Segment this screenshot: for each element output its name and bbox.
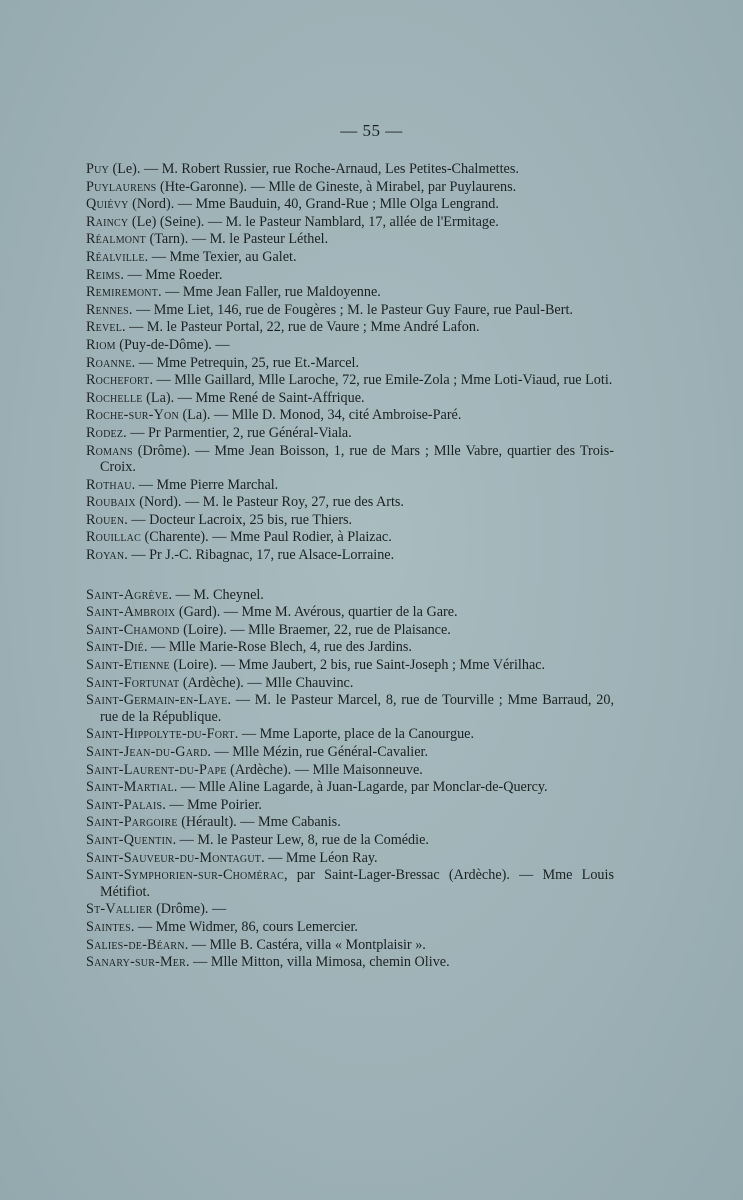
entry-place: St-Vallier: [86, 901, 153, 918]
directory-entry: [86, 797, 614, 814]
directory-entry: [86, 726, 614, 743]
entry-place: Rodez: [86, 424, 124, 441]
entry-details: (Ardèche). — Mlle Chauvinc.: [179, 674, 354, 691]
entry-details: . — Mme Roeder.: [120, 266, 223, 283]
entry-place: Saint-Chamond: [86, 621, 180, 638]
directory-entry: [86, 547, 614, 564]
directory-entry: [86, 231, 614, 248]
entry-details: (Nord). — M. le Pasteur Roy, 27, rue des Arts.: [135, 494, 404, 511]
entry-place: Saint-Hippolyte-du-Fort: [86, 726, 235, 743]
entry-details: (Le) (Seine). — M. le Pasteur Namblard, 17, allée de l'Ermitage.: [128, 213, 499, 230]
entry-details: (Puy-de-Dôme). —: [115, 336, 230, 353]
entry-place: Saint-Germain-en-Laye: [86, 692, 228, 709]
entry-details: . — Mlle Aline Lagarde, à Juan-Lagarde, par Monclar-de-Quercy.: [173, 779, 548, 796]
directory-entry: [86, 302, 614, 319]
entry-place: Salies-de-Béarn: [86, 936, 185, 953]
entry-place: Saintes: [86, 918, 131, 935]
entry-place: Rochelle: [86, 389, 143, 406]
entry-place: Rennes: [86, 301, 129, 318]
entry-place: Saint-Etienne: [86, 657, 170, 674]
entry-place: Revel: [86, 319, 123, 336]
entry-details: (Charente). — Mme Paul Rodier, à Plaizac.: [140, 529, 392, 546]
entry-place: Reims: [86, 266, 121, 283]
entry-details: . — Docteur Lacroix, 25 bis, rue Thiers.: [124, 511, 353, 528]
entry-details: . — Mlle Mitton, villa Mimosa, chemin Olive.: [186, 954, 450, 971]
directory-entry: [86, 249, 614, 266]
entry-place: Saint-Dié: [86, 639, 144, 656]
entry-place: Réalmont: [86, 231, 146, 248]
directory-entry: [86, 494, 614, 511]
directory-entry: [86, 622, 614, 639]
entry-place: Rouen: [86, 511, 125, 528]
directory-entry: [86, 407, 614, 424]
directory-entry: [86, 779, 614, 796]
entry-details: (Loire). — Mlle Braemer, 22, rue de Plaisance.: [179, 621, 451, 638]
directory-entry: [86, 657, 614, 674]
entry-details: . — M. le Pasteur Portal, 22, rue de Vaure ; Mme André Lafon.: [122, 319, 480, 336]
directory-entry: [86, 267, 614, 284]
directory-entry: [86, 390, 614, 407]
entry-details: . — Pr Parmentier, 2, rue Général-Viala.: [123, 424, 352, 441]
directory-list: [86, 161, 614, 972]
entry-details: . — Mme Poirier.: [162, 796, 262, 813]
entry-details: . — Mme Laporte, place de la Canourgue.: [234, 726, 475, 743]
entry-place: Rothau: [86, 476, 132, 493]
directory-entry: [86, 814, 614, 831]
entry-place: Riom: [86, 336, 116, 353]
directory-entry: [86, 512, 614, 529]
directory-entry: [86, 477, 614, 494]
entry-place: Royan: [86, 547, 125, 564]
group-separator: [86, 565, 614, 587]
directory-entry: [86, 587, 614, 604]
entry-place: Raincy: [86, 213, 129, 230]
entry-details: . — M. Cheynel.: [168, 586, 264, 603]
entry-place: Réalville: [86, 248, 145, 265]
entry-place: Saint-Fortunat: [86, 674, 180, 691]
entry-details: (Ardèche). — Mlle Maisonneuve.: [226, 761, 423, 778]
directory-entry: [86, 161, 614, 178]
entry-details: (Gard). — Mme M. Avérous, quartier de la Gare.: [175, 604, 458, 621]
entry-place: Puy: [86, 161, 109, 177]
entry-details: . — M. le Pasteur Lew, 8, rue de la Comédie.: [172, 831, 429, 848]
directory-entry: [86, 867, 614, 900]
directory-entry: [86, 284, 614, 301]
directory-entry: [86, 319, 614, 336]
entry-place: Saint-Palais: [86, 796, 163, 813]
entry-place: Saint-Sauveur-du-Montagut: [86, 849, 262, 866]
directory-entry: [86, 214, 614, 231]
entry-details: (Drôme). —: [152, 901, 227, 918]
entry-details: . — M. le Pasteur Marcel, 8, rue de Tourville ; Mme Barraud, 20, rue de la République.: [100, 692, 614, 725]
entry-place: Saint-Martial: [86, 779, 174, 796]
directory-entry: [86, 355, 614, 372]
directory-entry: [86, 850, 614, 867]
entry-place: Puylaurens: [86, 178, 157, 195]
entry-place: Sanary-sur-Mer: [86, 954, 186, 971]
entry-place: Saint-Ambroix: [86, 604, 176, 621]
directory-entry: [86, 529, 614, 546]
entry-place: Saint-Jean-du-Gard: [86, 744, 208, 760]
entry-place: Saint-Quentin: [86, 831, 173, 848]
directory-entry: [86, 179, 614, 196]
entry-place: Saint-Laurent-du-Pape: [86, 761, 227, 778]
entry-place: Saint-Pargoire: [86, 814, 178, 831]
entry-place: Roanne: [86, 354, 132, 371]
entry-details: (Hte-Garonne). — Mlle de Gineste, à Mirabel, par Puylaurens.: [156, 178, 517, 195]
directory-entry: [86, 639, 614, 656]
directory-entry: [86, 604, 614, 621]
directory-entry: [86, 919, 614, 936]
entry-details: . — Mme Léon Ray.: [261, 849, 378, 866]
directory-entry: [86, 372, 614, 389]
directory-entry: [86, 937, 614, 954]
entry-details: (Nord). — Mme Bauduin, 40, Grand-Rue ; Mlle Olga Lengrand.: [128, 196, 499, 213]
entry-details: . — Mme Petrequin, 25, rue Et.-Marcel.: [131, 354, 360, 371]
entry-place: Saint-Agrève: [86, 586, 169, 603]
entry-details: . — Mme Liet, 146, rue de Fougères ; M. le Pasteur Guy Faure, rue Paul-Bert.: [128, 301, 573, 318]
entry-details: . — Mme Texier, au Galet.: [144, 248, 297, 265]
directory-entry: [86, 692, 614, 725]
entry-details: (La). — Mlle D. Monod, 34, cité Ambroise-Paré.: [178, 407, 462, 424]
entry-details: (Le). — M. Robert Russier, rue Roche-Arnaud, Les Petites-Chalmettes.: [108, 161, 519, 177]
directory-entry: [86, 954, 614, 971]
entry-details: (La). — Mme René de Saint-Affrique.: [142, 389, 365, 406]
directory-entry: [86, 901, 614, 918]
page-number: — 55 —: [340, 121, 403, 140]
entry-details: . — Mlle Marie-Rose Blech, 4, rue des Jardins.: [143, 639, 412, 656]
entry-details: , par Saint-Lager-Bressac (Ardèche). — Mme Louis Métifiot.: [100, 867, 614, 900]
entry-details: . — Pr J.-C. Ribagnac, 17, rue Alsace-Lorraine.: [124, 547, 395, 564]
entry-details: (Tarn). — M. le Pasteur Léthel.: [145, 231, 329, 248]
entry-details: . — Mlle B. Castéra, villa « Montplaisir ».: [184, 936, 426, 953]
directory-entry: [86, 196, 614, 213]
directory-entry: [86, 675, 614, 692]
entry-details: (Loire). — Mme Jaubert, 2 bis, rue Saint-Joseph ; Mme Vérilhac.: [169, 657, 546, 674]
entry-details: . — Mme Jean Faller, rue Maldoyenne.: [158, 284, 381, 301]
directory-entry: [86, 832, 614, 849]
entry-place: Quiévy: [86, 196, 129, 213]
entry-place: Romans: [86, 442, 133, 459]
entry-place: Roubaix: [86, 494, 136, 511]
directory-entry: [86, 443, 614, 476]
entry-details: (Drôme). — Mme Jean Boisson, 1, rue de Mars ; Mlle Vabre, quartier des Trois-Croix.: [100, 442, 614, 476]
entry-place: Rouillac: [86, 529, 141, 546]
entry-details: (Hérault). — Mme Cabanis.: [177, 814, 341, 831]
entry-details: . — Mme Widmer, 86, cours Lemercier.: [130, 918, 358, 935]
entry-place: Roche-sur-Yon: [86, 407, 179, 424]
entry-place: Saint-Symphorien-sur-Chomérac: [86, 867, 285, 884]
directory-entry: [86, 744, 614, 761]
entry-place: Rochefort: [86, 372, 150, 389]
entry-place: Remiremont: [86, 284, 159, 301]
directory-entry: [86, 425, 614, 442]
entry-details: . — Mlle Gaillard, Mlle Laroche, 72, rue Emile-Zola ; Mme Loti-Viaud, rue Loti.: [149, 372, 613, 389]
directory-entry: [86, 762, 614, 779]
entry-details: . — Mlle Mézin, rue Général-Cavalier.: [207, 744, 429, 760]
entry-details: . — Mme Pierre Marchal.: [131, 476, 279, 493]
directory-entry: [86, 337, 614, 354]
